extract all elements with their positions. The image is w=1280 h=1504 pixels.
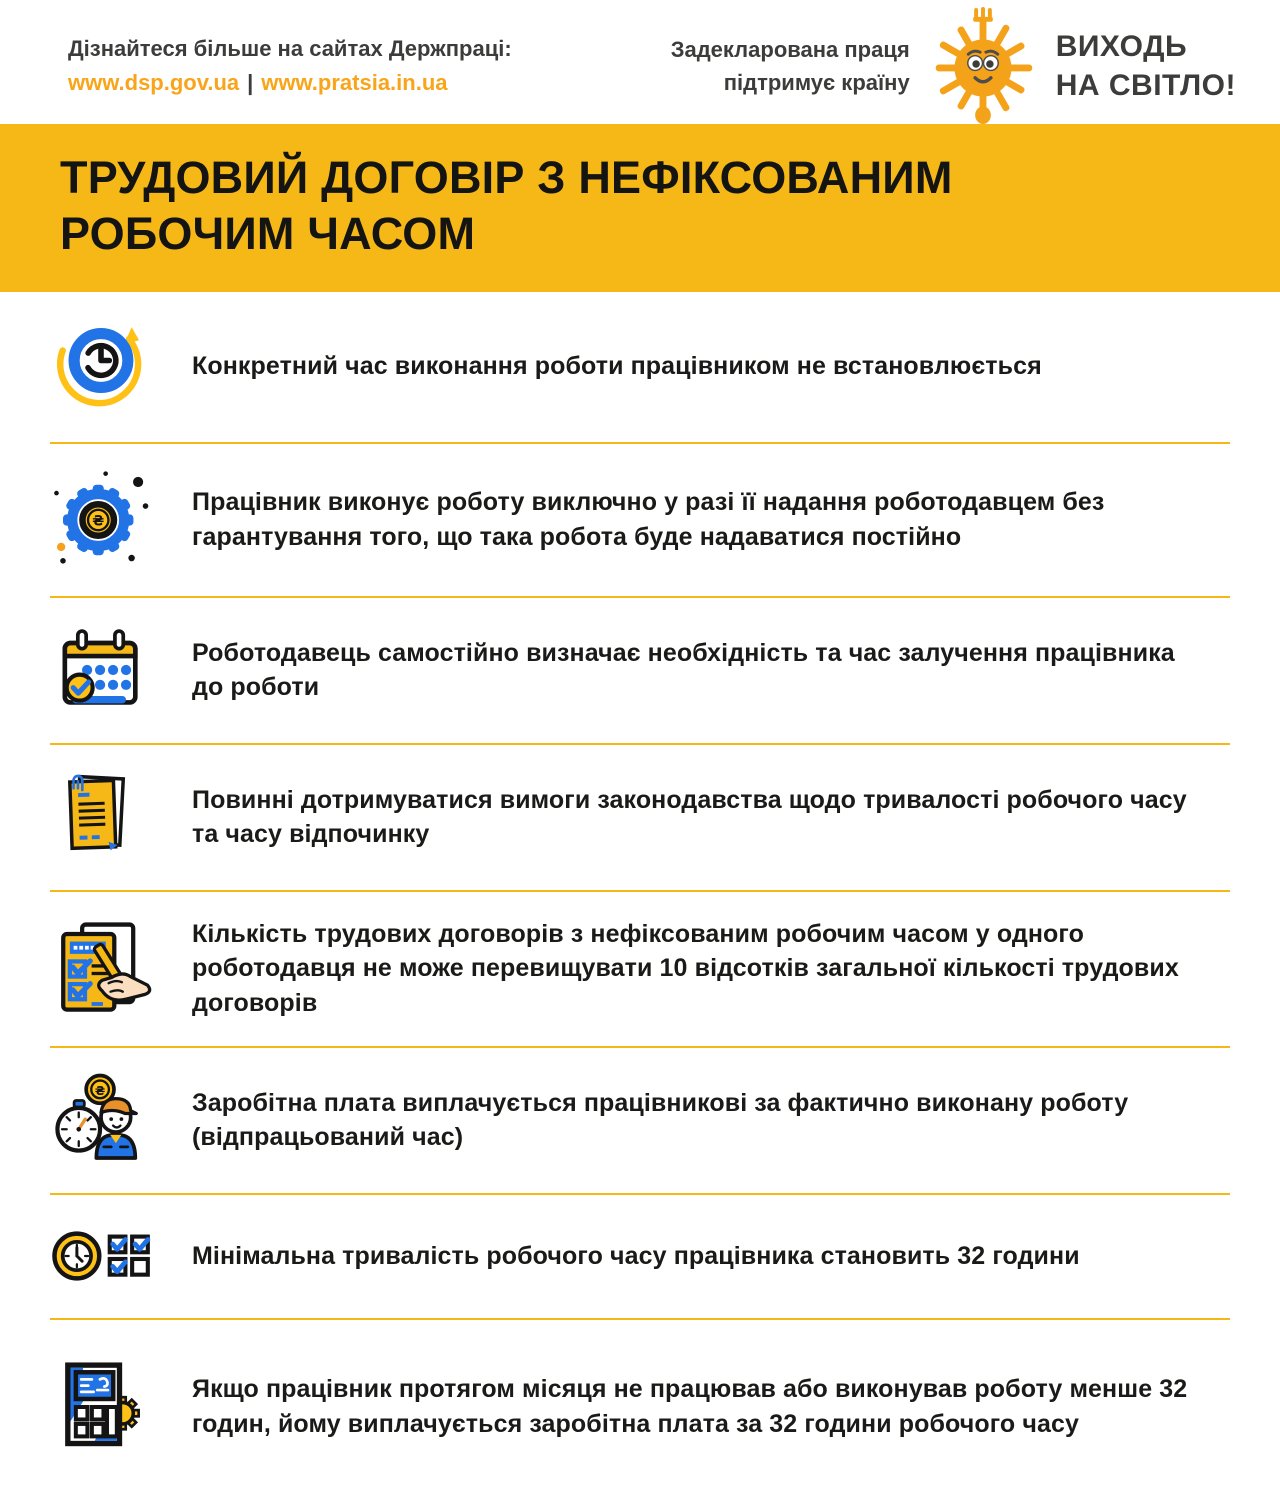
sites-info-label: Дізнайтеся більше на сайтах Держпраці:: [68, 35, 512, 61]
info-list: [0, 292, 1280, 1494]
tagline-line2: підтримує країну: [723, 70, 910, 95]
links-separator: |: [247, 70, 254, 95]
wordmark-line2: НА СВІТЛО!: [1055, 69, 1236, 102]
link-dsp[interactable]: www.dsp.gov.ua: [68, 70, 240, 95]
sites-links: [68, 66, 512, 100]
svg-text:₴: ₴: [92, 513, 105, 530]
title-line1: ТРУДОВИЙ ДОГОВІР З НЕФІКСОВАНИМ: [60, 152, 953, 203]
title-banner: [0, 124, 1280, 292]
campaign-block: [671, 7, 1236, 125]
tagline-line1: Задекларована праця: [670, 37, 910, 62]
info-text-8: Якщо працівник протягом місяця не працював або виконував роботу менше 32 годин, йому виплачується заробітна плата за 32 години робочого часу: [192, 1375, 1188, 1438]
worker-stopwatch-icon: [50, 1065, 162, 1175]
wordmark-line1: ВИХОДЬ: [1055, 30, 1188, 63]
info-text-7: Мінімальна тривалість робочого часу працівника становить 32 години: [192, 1241, 1080, 1270]
info-row-3: [50, 598, 1230, 745]
sun-mascot-icon: [924, 7, 1042, 125]
document-icon: [50, 764, 162, 870]
title-line2: РОБОЧИМ ЧАСОМ: [60, 207, 476, 259]
clock-refresh-icon: [50, 312, 162, 422]
info-text-5: Кількість трудових договорів з нефіксованим робочим часом у одного роботодавця не може перевищувати 10 відсотків загальної кількості трудових договорів: [192, 919, 1179, 1017]
info-text-3: Роботодавець самостійно визначає необхідність та час залучення працівника до роботи: [192, 638, 1175, 702]
page-title: [60, 150, 1220, 262]
info-text-4: Повинні дотримуватися вимоги законодавства щодо тривалості робочого часу та часу відпочинку: [192, 785, 1187, 849]
sites-info-block: [68, 32, 512, 100]
info-row-4: [50, 745, 1230, 892]
info-row-5: [50, 892, 1230, 1048]
info-row-1: [50, 292, 1230, 444]
calendar-icon: [50, 618, 162, 722]
clock-checkboxes-icon: [50, 1209, 162, 1303]
campaign-tagline: [671, 33, 910, 99]
info-row-7: [50, 1195, 1230, 1320]
info-row-2: [50, 444, 1230, 598]
info-row-8: [50, 1320, 1230, 1494]
campaign-wordmark: [1056, 27, 1236, 105]
svg-text:₴: ₴: [94, 1084, 106, 1099]
calculator-gear-icon: [50, 1353, 162, 1461]
link-pratsia[interactable]: www.pratsia.in.ua: [261, 70, 448, 95]
gear-coin-icon: [50, 465, 162, 575]
info-text-6: Заробітна плата виплачується працівникові за фактично виконану роботу (відпрацьований час): [192, 1088, 1129, 1152]
page-header: [0, 0, 1280, 124]
info-text-2: Працівник виконує роботу виключно у разі її надання роботодавцем без гарантування того, що така робота буде надаватися постійно: [192, 488, 1105, 551]
checklist-hand-icon: [50, 915, 162, 1023]
info-row-6: [50, 1048, 1230, 1195]
info-text-1: Конкретний час виконання роботи працівником не встановлюється: [192, 352, 1042, 381]
